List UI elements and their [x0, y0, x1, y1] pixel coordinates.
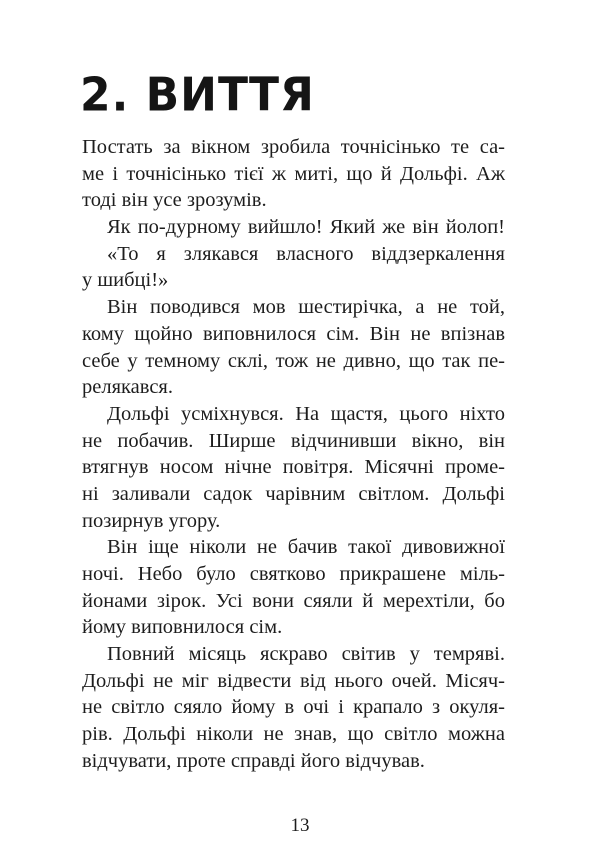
- text-line: у шибці!»: [82, 269, 169, 292]
- text-line: не побачив. Ширше відчинивши вікно, він: [82, 429, 505, 452]
- text-line: ме і точнісінько тієї ж миті, що й Дольфі. Аж: [82, 162, 505, 185]
- body-text: [82, 134, 505, 775]
- page-number: 13: [290, 815, 310, 836]
- text-line: Повний місяць яскраво світив у темряві.: [107, 643, 505, 666]
- text-line: релякався.: [82, 376, 173, 399]
- text-line: втягнув носом нічне повітря. Місячні проме-: [82, 456, 505, 479]
- text-line: Він іще ніколи не бачив такої дивовижної: [107, 536, 505, 559]
- text-line: йому виповнилося сім.: [82, 616, 283, 639]
- text-line: себе у темному склі, тож не дивно, що так пе-: [82, 349, 505, 372]
- text-line: Дольфі усміхнувся. На щастя, цього ніхто: [107, 402, 505, 425]
- text-line: позирнув угору.: [82, 509, 221, 532]
- text-line: не світло сяяло йому в очі і крапало з окуля-: [82, 696, 505, 719]
- text-line: Як по-дурному вийшло! Який же він йолоп!: [107, 216, 505, 239]
- text-line: ні заливали садок чарівним світлом. Дольфі: [82, 482, 505, 505]
- text-line: рів. Дольфі ніколи не знав, що світло можна: [82, 723, 505, 746]
- chapter-title: 2. ВИТТЯ: [80, 68, 315, 123]
- text-line: йонами зірок. Усі вони сяяли й мерехтіли, бо: [82, 589, 505, 612]
- text-line: ночі. Небо було святково прикрашене міль-: [82, 563, 505, 585]
- text-line: відчувати, проте справді його відчував.: [82, 749, 425, 772]
- text-line: тоді він усе зрозумів.: [82, 189, 267, 212]
- text-line: кому щойно виповнилося сім. Він не впізнав: [82, 322, 505, 345]
- text-line: «То я злякався власного віддзеркалення: [107, 242, 505, 265]
- text-line: Він поводився мов шестирічка, а не той,: [107, 296, 505, 319]
- text-line: Дольфі не міг відвести від нього очей. Місяч-: [82, 669, 505, 692]
- text-line: Постать за вікном зробила точнісінько те са-: [82, 136, 505, 158]
